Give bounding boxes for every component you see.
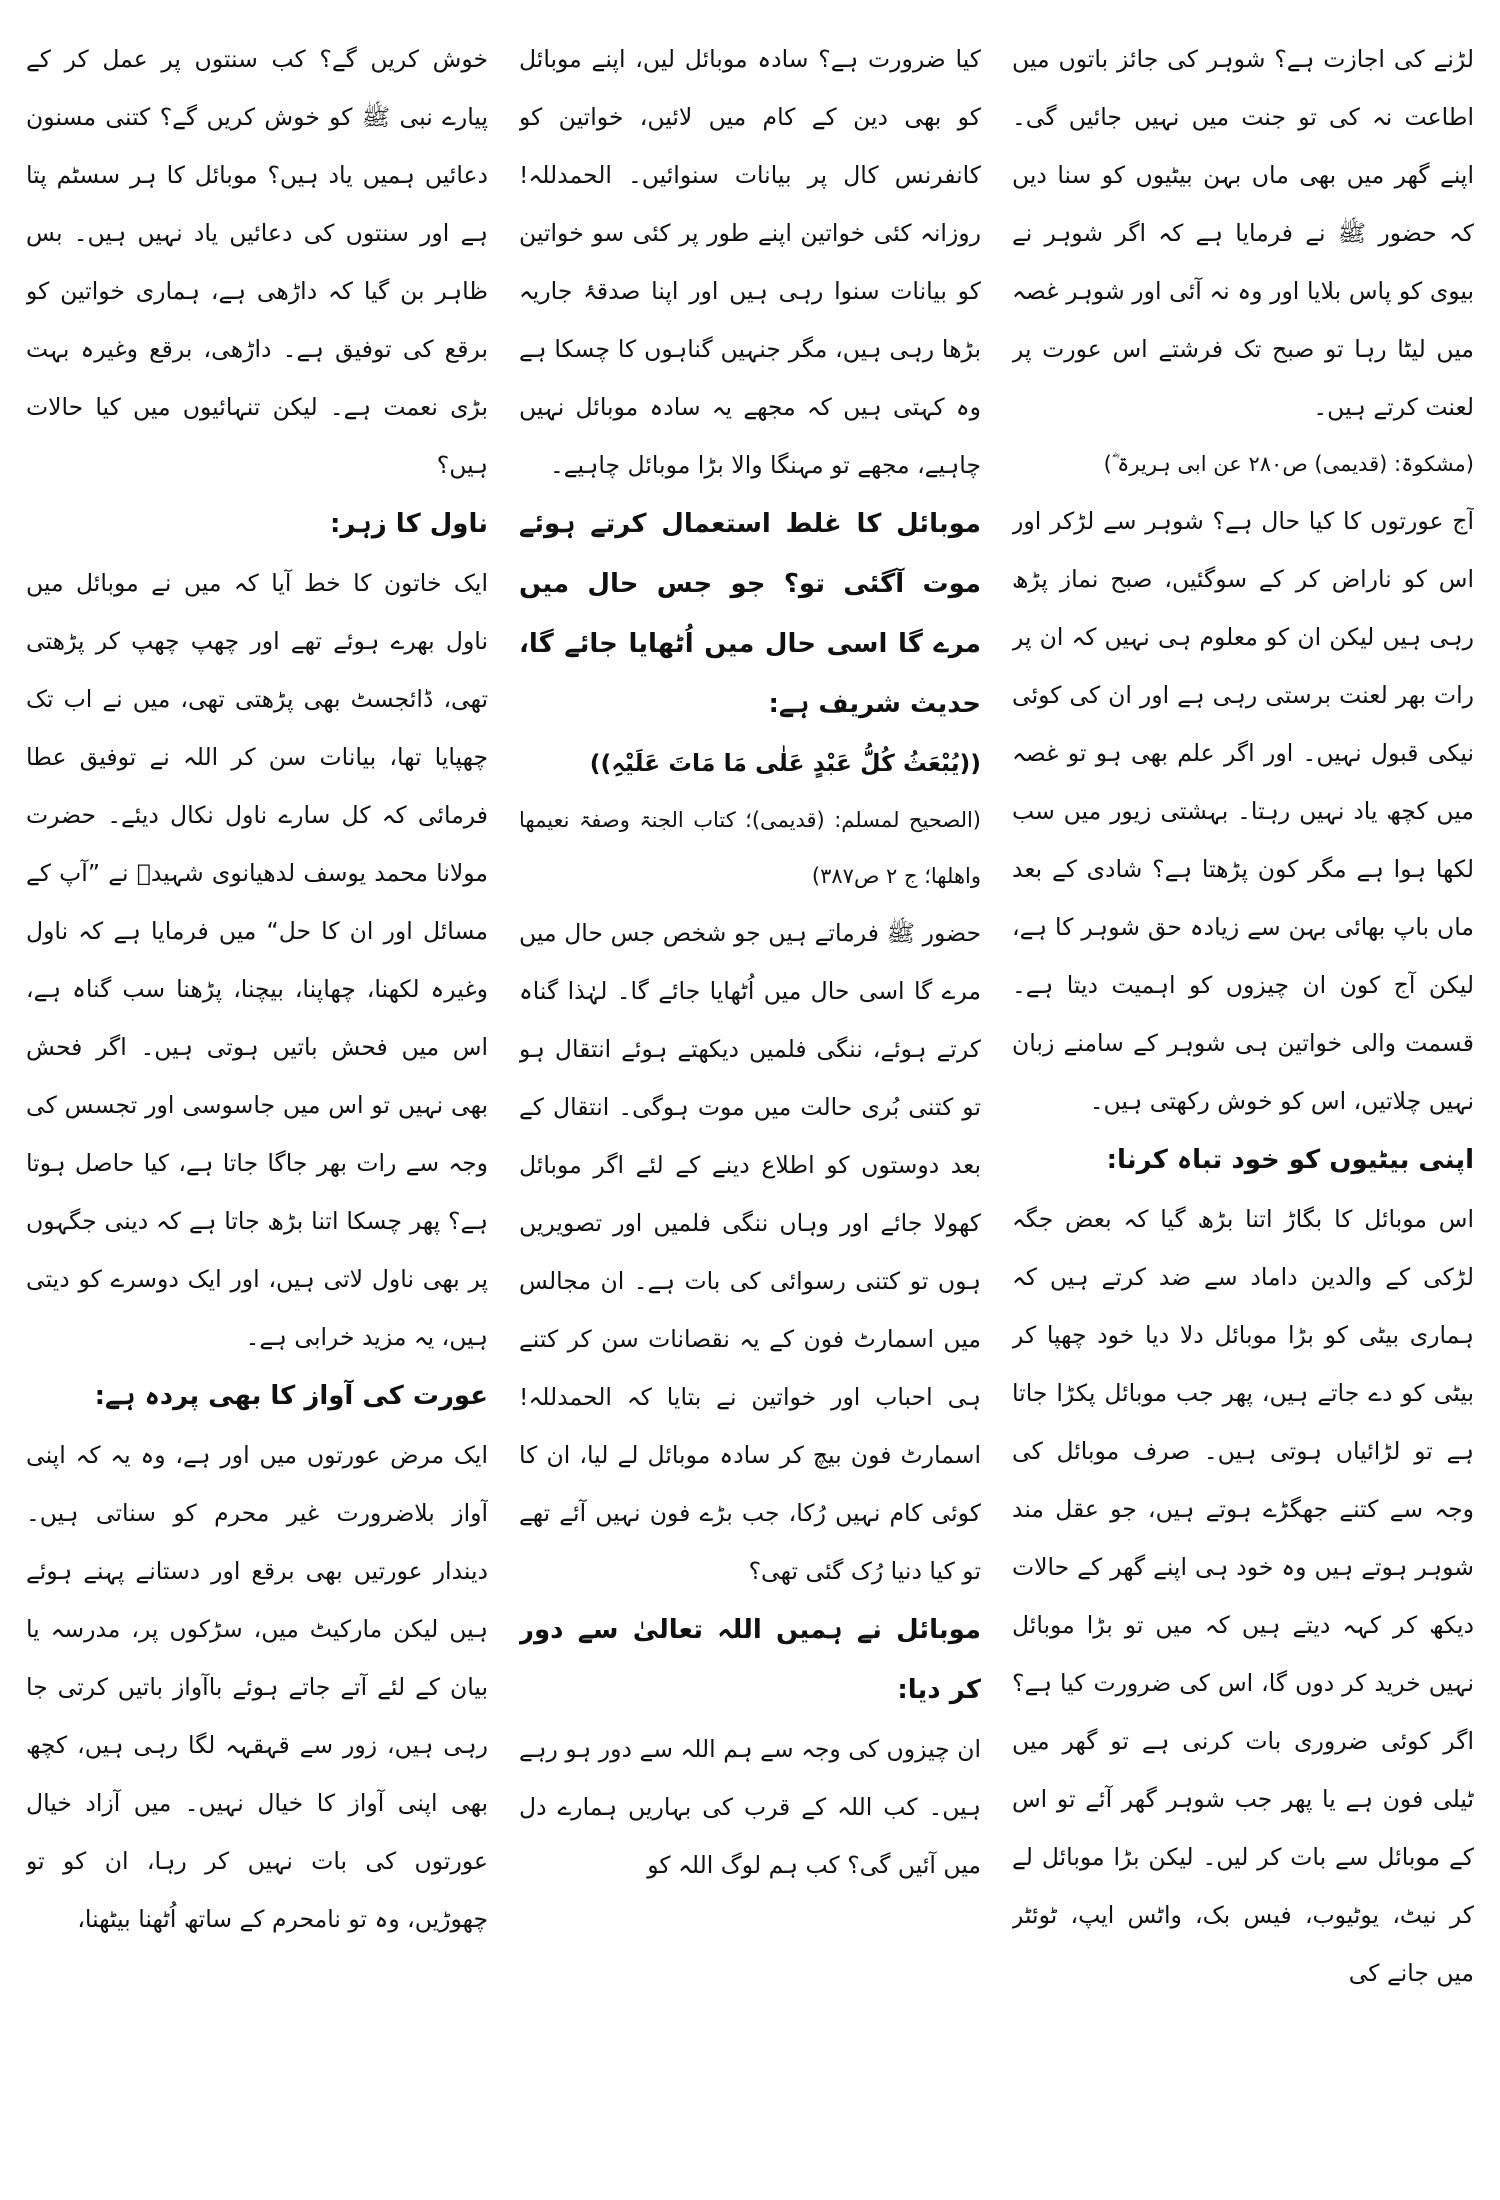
column-right: [1012, 30, 1474, 2180]
hadith-reference: (مشکوۃ: (قدیمی) ص۲۸۰ عن ابی ہریرۃ ؓ): [1103, 452, 1474, 476]
section-heading: عورت کی آواز کا بھی پردہ ہے:: [94, 1381, 488, 1411]
column-left: [26, 30, 488, 2180]
section-heading: اپنی بیٹیوں کو خود تباہ کرنا:: [1106, 1145, 1474, 1175]
paragraph: حضور ﷺ فرماتے ہیں جو شخص جس حال میں مرے گا اسی حال میں اُٹھایا جائے گا۔ لہٰذا گناہ کرتے ہوئے، ننگی فلمیں دیکھتے ہوئے انتقال ہو تو کتنی بُری حالت میں موت ہوگی۔ انتقال کے بعد دوستوں کو اطلاع دینے کے لئے اگر موبائل کھولا جائے اور وہاں ننگی فلمیں اور تصویریں ہوں تو کتنی رسوائی کی بات ہے۔ ان مجالس میں اسمارٹ فون کے یہ نقصانات سن کر کتنے ہی احباب اور خواتین نے بتایا کہ الحمدللہ! اسمارٹ فون بیچ کر سادہ موبائل لے لیا، ان کا کوئی کام نہیں رُکا، جب بڑے فون نہیں آئے تھے تو کیا دنیا رُک گئی تھی؟: [519, 919, 981, 1585]
paragraph: اس موبائل کا بگاڑ اتنا بڑھ گیا کہ بعض جگہ لڑکی کے والدین داماد سے ضد کرتے ہیں کہ ہماری بیٹی کو بڑا موبائل دلا دیا خود چھپا کر بیٹی کو دے جاتے ہیں، پھر جب موبائل پکڑا جاتا ہے تو لڑائیاں ہوتی ہیں۔ صرف موبائل کی وجہ سے کتنے جھگڑے ہوتے ہیں، جو عقل مند شوہر ہوتے ہیں وہ خود ہی اپنے گھر کے حالات دیکھ کر کہہ دیتے ہیں کہ میں تو بڑا موبائل نہیں خرید کر دوں گا، اس کی ضرورت کیا ہے؟ اگر کوئی ضروری بات کرنی ہے تو گھر میں ٹیلی فون ہے یا پھر جب شوہر گھر آئے تو اس کے موبائل سے بات کر لیں۔ لیکن بڑا موبائل لے کر نیٹ، یوٹیوب، فیس بک، واٹس ایپ، ٹوئٹر میں جانے کی: [1012, 1205, 1474, 1987]
column-middle: [519, 30, 981, 2180]
paragraph: ایک خاتون کا خط آیا کہ میں نے موبائل میں ناول بھرے ہوئے تھے اور چھپ چھپ کر پڑھتی تھی، ڈائجسٹ بھی پڑھتی تھی، میں نے اب تک چھپایا تھا، بیانات سن کر اللہ نے توفیق عطا فرمائی کہ کل سارے ناول نکال دیئے۔ حضرت مولانا محمد یوسف لدھیانوی شہیدؒ نے ”آپ کے مسائل اور ان کا حل“ میں فرمایا ہے کہ ناول وغیرہ لکھنا، چھاپنا، بیچنا، پڑھنا سب گناہ ہے، اس میں فحش باتیں ہوتی ہیں۔ اگر فحش بھی نہیں تو اس میں جاسوسی اور تجسس کی وجہ سے رات بھر جاگا جاتا ہے، کیا حاصل ہوتا ہے؟ پھر چسکا اتنا بڑھ جاتا ہے کہ دینی جگہوں پر بھی ناول لاتی ہیں، اور ایک دوسرے کو دیتی ہیں، یہ مزید خرابی ہے۔: [26, 569, 488, 1351]
section-heading: موبائل کا غلط استعمال کرتے ہوئے موت آگئی تو؟ جو جس حال میں مرے گا اسی حال میں اُٹھایا جائے گا، حدیث شریف ہے:: [519, 509, 981, 719]
arabic-hadith: ((یُبْعَثُ کُلُّ عَبْدٍ عَلٰی مَا مَاتَ عَلَیْہِ)): [589, 749, 981, 777]
paragraph: آج عورتوں کا کیا حال ہے؟ شوہر سے لڑکر اور اس کو ناراض کر کے سوگئیں، صبح نماز پڑھ رہی ہیں لیکن ان کو معلوم ہی نہیں کہ ان پر رات بھر لعنت برستی رہی ہے اور ان کی کوئی نیکی قبول نہیں۔ اور اگر علم بھی ہو تو غصہ میں کچھ یاد نہیں رہتا۔ بہشتی زیور میں سب لکھا ہوا ہے مگر کون پڑھتا ہے؟ شادی کے بعد ماں باپ بھائی بہن سے زیادہ حق شوہر کا ہے، لیکن آج کون ان چیزوں کو اہمیت دیتا ہے۔ قسمت والی خواتین ہی شوہر کے سامنے زبان نہیں چلاتیں، اس کو خوش رکھتی ہیں۔: [1012, 507, 1474, 1115]
paragraph: خوش کریں گے؟ کب سنتوں پر عمل کر کے پیارے نبی ﷺ کو خوش کریں گے؟ کتنی مسنون دعائیں ہمیں یاد ہیں؟ موبائل کا ہر سسٹم پتا ہے اور سنتوں کی دعائیں یاد نہیں ہیں۔ بس ظاہر بن گیا کہ داڑھی ہے، ہماری خواتین کو برقع کی توفیق ہے۔ داڑھی، برقع وغیرہ بہت بڑی نعمت ہے۔ لیکن تنہائیوں میں کیا حالات ہیں؟: [26, 45, 488, 479]
paragraph: ایک مرض عورتوں میں اور ہے، وہ یہ کہ اپنی آواز بلاضرورت غیر محرم کو سناتی ہیں۔ دیندار عورتیں بھی برقع اور دستانے پہنے ہوئے ہیں لیکن مارکیٹ میں، سڑکوں پر، مدرسہ یا بیان کے لئے آتے جاتے ہوئے باآواز باتیں کرتی جا رہی ہیں، زور سے قہقہہ لگا رہی ہیں، کچھ بھی اپنی آواز کا خیال نہیں۔ میں آزاد خیال عورتوں کی بات نہیں کر رہا، ان کو تو چھوڑیں، وہ تو نامحرم کے ساتھ اُٹھنا بیٹھنا،: [26, 1441, 488, 1933]
section-heading: ناول کا زہر:: [329, 509, 488, 539]
paragraph: کیا ضرورت ہے؟ سادہ موبائل لیں، اپنے موبائل کو بھی دین کے کام میں لائیں، خواتین کو کانفرنس کال پر بیانات سنوائیں۔ الحمدللہ! روزانہ کئی خواتین اپنے طور پر کئی سو خواتین کو بیانات سنوا رہی ہیں اور اپنا صدقۂ جاریہ بڑھا رہی ہیں، مگر جنہیں گناہوں کا چسکا ہے وہ کہتی ہیں کہ مجھے یہ سادہ موبائل نہیں چاہیے، مجھے تو مہنگا والا بڑا موبائل چاہیے۔: [519, 45, 981, 479]
hadith-reference: (الصحیح لمسلم: (قدیمی)؛ کتاب الجنۃ وصفۃ نعیمھا واھلھا؛ ج ۲ ص۳۸۷): [519, 808, 981, 888]
section-heading: موبائل نے ہمیں اللہ تعالیٰ سے دور کر دیا:: [519, 1615, 981, 1705]
paragraph: ان چیزوں کی وجہ سے ہم اللہ سے دور ہو رہے ہیں۔ کب اللہ کے قرب کی بہاریں ہمارے دل میں آئیں گی؟ کب ہم لوگ اللہ کو: [519, 1735, 981, 1879]
paragraph: لڑنے کی اجازت ہے؟ شوہر کی جائز باتوں میں اطاعت نہ کی تو جنت میں نہیں جائیں گی۔ اپنے گھر میں بھی ماں بہن بیٹیوں کو سنا دیں کہ حضور ﷺ نے فرمایا ہے کہ اگر شوہر نے بیوی کو پاس بلایا اور وہ نہ آئی اور شوہر غصہ میں لیٹا رہا تو صبح تک فرشتے اس عورت پر لعنت کرتے ہیں۔: [1012, 45, 1474, 421]
